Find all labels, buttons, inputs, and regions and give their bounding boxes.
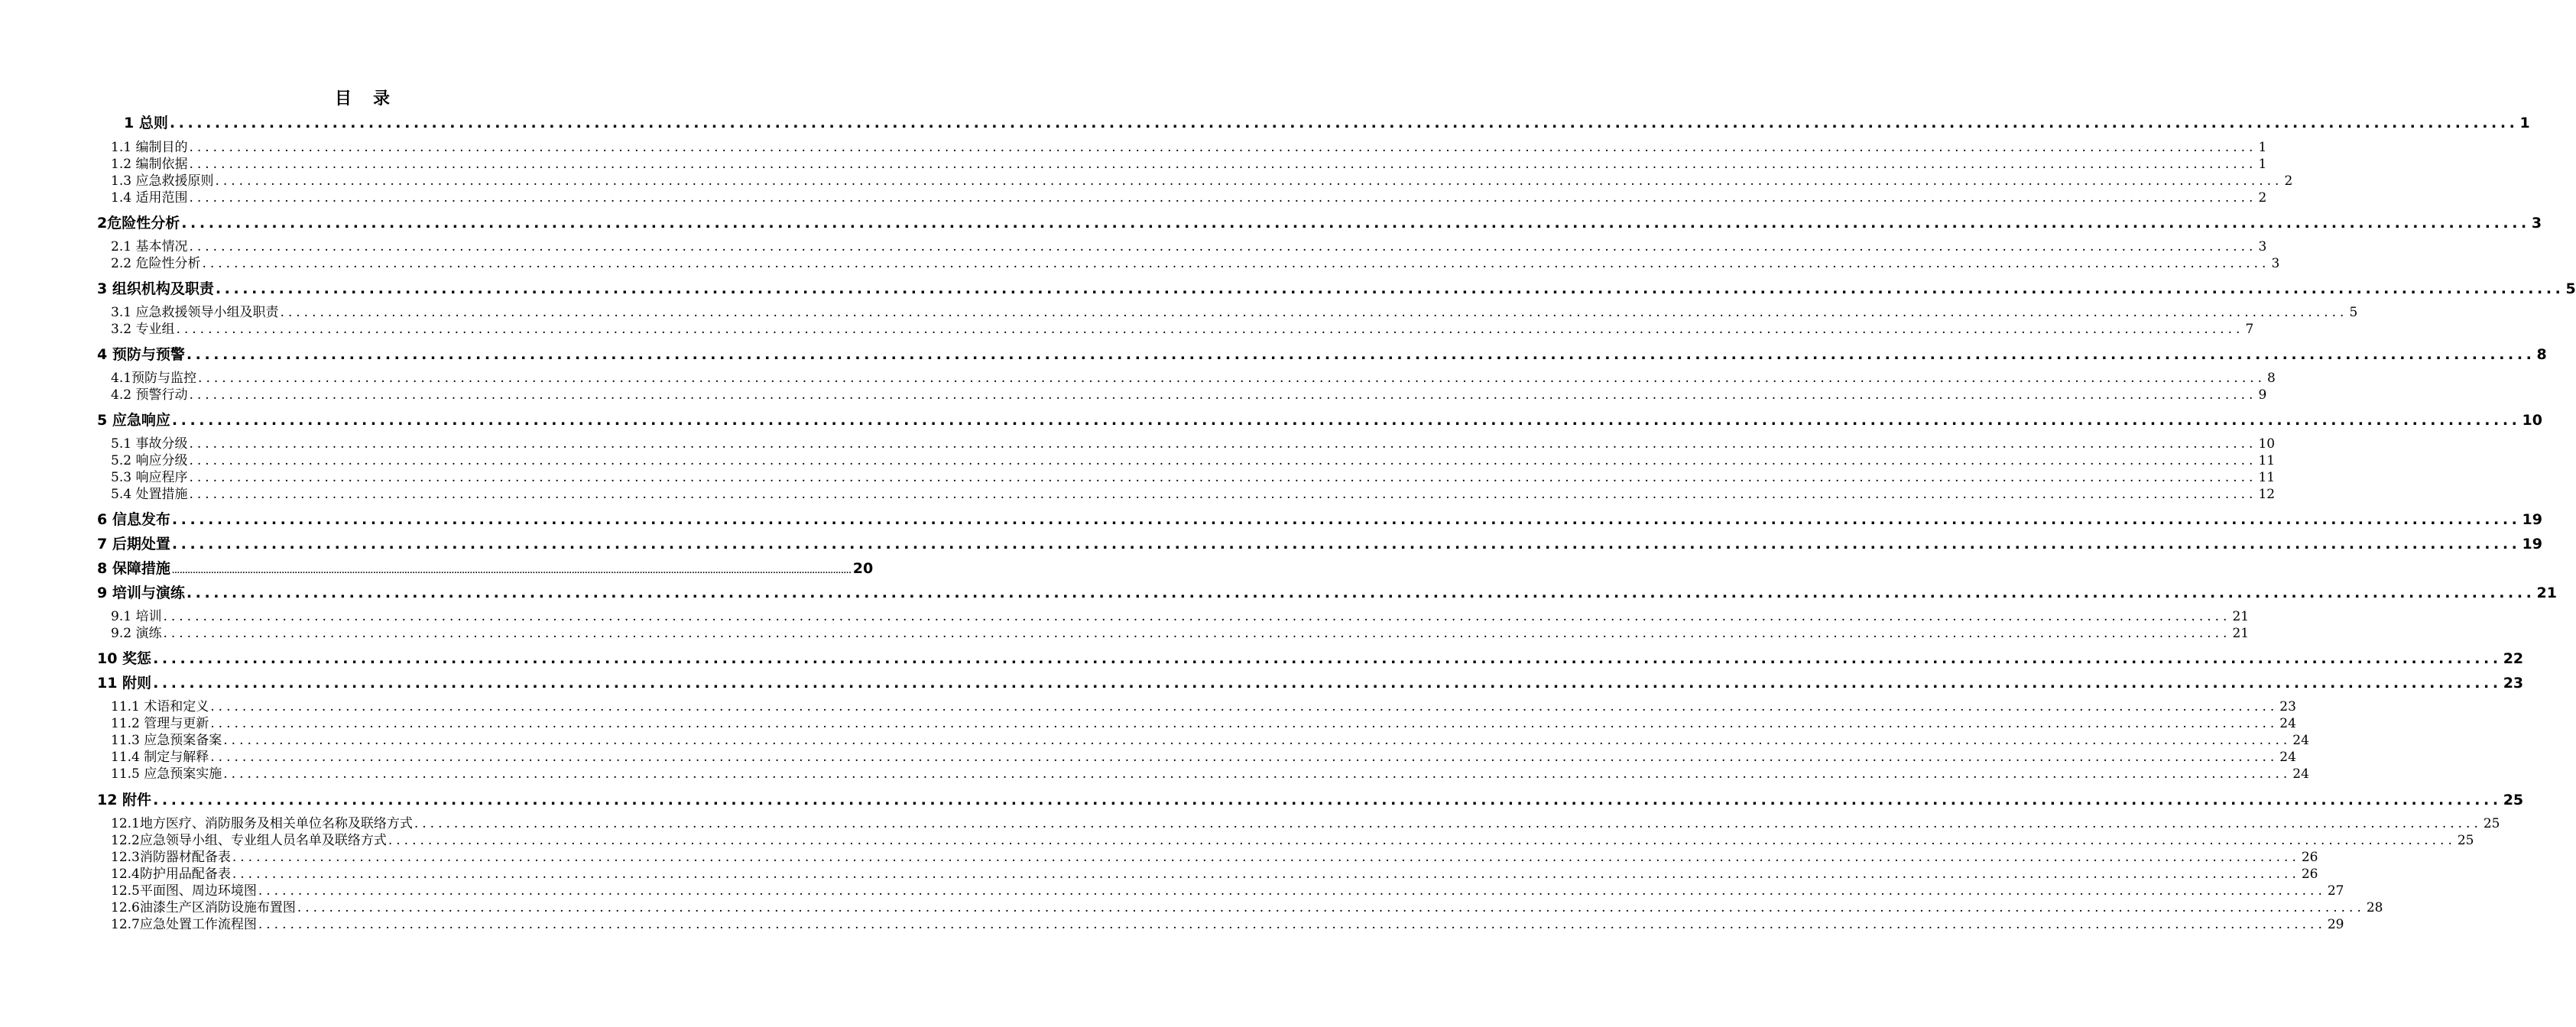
toc-dot-leader: ....................................................................................................................................................................................................................................................................: [189, 453, 2257, 468]
toc-page-number: 3: [2531, 215, 2542, 232]
title-char-1: 目: [334, 89, 353, 109]
toc-page-number: 10: [2258, 436, 2276, 452]
toc-entry-label: 11 附则: [97, 675, 152, 692]
toc-section-entry[interactable]: [111, 139, 2267, 156]
toc-dot-leader: ....................................................................................................................................................................................................................................................................: [215, 280, 2565, 297]
toc-entry-label: 5 应急响应: [97, 412, 170, 429]
toc-page-number: 3: [2271, 256, 2280, 271]
toc-entry-label: 6 信息发布: [97, 511, 170, 528]
toc-section-entry[interactable]: [111, 849, 2318, 866]
toc-section-entry[interactable]: [111, 452, 2276, 469]
toc-dot-leader: ....................................................................................................................................................................................................................................................................: [189, 157, 2257, 172]
toc-section-entry[interactable]: [111, 469, 2276, 486]
toc-entry-label: 2.2 危险性分析: [111, 256, 201, 271]
toc-dot-leader: ....................................................................................................................................................................................................................................................................: [189, 190, 2257, 206]
toc-page-number: 25: [2503, 792, 2524, 808]
toc-page-number: 25: [2483, 816, 2500, 831]
toc-section-entry[interactable]: [111, 436, 2276, 452]
toc-page-number: 5: [2565, 280, 2576, 297]
toc-entry-label: 11.5 应急预案实施: [111, 766, 222, 782]
toc-page-number: 1: [2258, 157, 2267, 172]
toc-section-entry[interactable]: [111, 304, 2358, 321]
toc-section-entry[interactable]: [111, 625, 2250, 642]
toc-dot-leader: ....................................................................................................................................................................................................................................................................: [388, 833, 2456, 848]
toc-section-entry[interactable]: [111, 698, 2296, 715]
toc-chapter-entry[interactable]: [97, 510, 2542, 530]
toc-entry-label: 11.1 术语和定义: [111, 699, 209, 714]
toc-dot-leader: ....................................................................................................................................................................................................................................................................: [153, 650, 2502, 667]
toc-dot-leader: ....................................................................................................................................................................................................................................................................: [171, 536, 2521, 552]
toc-dot-leader: ....................................................................................................................................................................................................................................................................: [163, 626, 2231, 641]
toc-page-number: 23: [2503, 675, 2524, 692]
toc-page-number: 23: [2279, 699, 2296, 714]
toc-page-number: 11: [2258, 453, 2276, 468]
toc-page-number: 21: [2536, 585, 2557, 601]
toc-page-number: 19: [2522, 511, 2542, 528]
toc-entry-label: 7 后期处置: [97, 536, 170, 552]
toc-page-number: 24: [2292, 766, 2309, 782]
toc-page-number: 26: [2301, 850, 2318, 865]
toc-dot-leader: ....................................................................................................................................................................................................................................................................: [169, 115, 2519, 131]
toc-entry-label: 1 总则: [124, 115, 168, 131]
toc-entry-label: 5.2 响应分级: [111, 453, 188, 468]
toc-dot-leader: ....................................................................................................................................................................................................................................................................: [189, 239, 2257, 254]
toc-section-entry[interactable]: [111, 832, 2474, 849]
toc-entry-label: 9 培训与演练: [97, 585, 185, 601]
toc-section-entry[interactable]: [111, 766, 2309, 782]
toc-section-entry[interactable]: [111, 732, 2309, 749]
toc-page-number: 1: [2258, 140, 2267, 155]
toc-dot-leader: ....................................................................................................................................................................................................................................................................: [189, 470, 2257, 485]
toc-dot-leader: ....................................................................................................................................................................................................................................................................: [171, 412, 2521, 429]
toc-section-entry[interactable]: [111, 715, 2296, 732]
toc-page-number: 28: [2366, 900, 2383, 915]
toc-page-number: 7: [2245, 322, 2254, 337]
toc-page-number: 27: [2327, 883, 2344, 899]
toc-entry-label: 12 附件: [97, 792, 152, 808]
toc-chapter-entry[interactable]: [97, 279, 2576, 299]
toc-section-entry[interactable]: [111, 156, 2267, 173]
toc-page-number: 20: [852, 560, 874, 577]
toc-entry-label: 12.7应急处置工作流程图: [111, 917, 257, 932]
toc-dot-leader: ....................................................................................................................................................................................................................................................................: [232, 867, 2300, 882]
toc-section-entry[interactable]: [111, 238, 2267, 255]
toc-section-entry[interactable]: [111, 883, 2344, 899]
toc-section-entry[interactable]: [111, 321, 2254, 338]
toc-entry-label: 3 组织机构及职责: [97, 280, 214, 297]
toc-entry-label: 12.2应急领导小组、专业组人员名单及联络方式: [111, 833, 387, 848]
toc-dot-leader: ....................................................................................................................................................................................................................................................................: [210, 716, 2279, 731]
toc-entry-label: 8 保障措施: [97, 560, 170, 577]
toc-section-entry[interactable]: [111, 815, 2500, 832]
toc-dot-leader: ....................................................................................................................................................................................................................................................................: [153, 675, 2502, 692]
toc-page-number: 2: [2258, 190, 2267, 206]
toc-dot-leader: ....................................................................................................................................................................................................................................................................: [171, 511, 2521, 528]
toc-dot-leader: ....................................................................................................................................................................................................................................................................: [202, 256, 2270, 271]
toc-entry-label: 11.3 应急预案备案: [111, 733, 222, 748]
toc-page-number: 25: [2457, 833, 2474, 848]
toc-section-entry[interactable]: [111, 608, 2250, 625]
toc-section-entry[interactable]: [111, 749, 2296, 766]
toc-section-entry[interactable]: [111, 190, 2267, 206]
toc-page-number: 19: [2522, 536, 2542, 552]
toc-chapter-entry[interactable]: [124, 113, 2530, 133]
toc-entry-label: 9.1 培训: [111, 609, 162, 624]
toc-entry-label: 12.6油漆生产区消防设施布置图: [111, 900, 296, 915]
toc-section-entry[interactable]: [111, 370, 2276, 387]
toc-entry-label: 3.2 专业组: [111, 322, 175, 337]
toc-page-number: 21: [2232, 626, 2250, 641]
toc-dot-leader: ....................................................................................................................................................................................................................................................................: [215, 173, 2283, 189]
toc-entry-label: 2危险性分析: [97, 215, 180, 232]
toc-dot-leader: ....................................................................................................................................................................................................................................................................: [163, 609, 2231, 624]
toc-dot-leader: ....................................................................................................................................................................................................................................................................: [297, 900, 2365, 915]
toc-page-number: 3: [2258, 239, 2267, 254]
toc-dot-leader: ....................................................................................................................................................................................................................................................................: [181, 215, 2530, 232]
toc-page-number: 2: [2284, 173, 2293, 189]
toc-section-entry[interactable]: [111, 486, 2276, 503]
toc-dot-leader: ....................................................................................................................................................................................................................................................................: [210, 750, 2279, 765]
toc-section-entry[interactable]: [111, 173, 2293, 190]
toc-entry-label: 4.1预防与监控: [111, 371, 197, 386]
toc-dot-leader: ....................................................................................................................................................................................................................................................................: [258, 917, 2326, 932]
toc-page-number: 21: [2232, 609, 2250, 624]
toc-chapter-entry[interactable]: [97, 410, 2542, 430]
toc-entry-label: 5.4 处置措施: [111, 487, 188, 502]
toc-entry-label: 1.1 编制目的: [111, 140, 188, 155]
toc-page-number: 11: [2258, 470, 2276, 485]
toc-page-number: 12: [2258, 487, 2276, 502]
toc-entry-label: 12.5平面图、周边环境图: [111, 883, 257, 899]
toc-dot-leader: ....................................................................................................................................................................................................................................................................: [176, 322, 2244, 337]
toc-dot-leader: ....................................................................................................................................................................................................................................................................: [171, 568, 852, 575]
toc-section-entry[interactable]: [111, 255, 2280, 272]
toc-dot-leader: ....................................................................................................................................................................................................................................................................: [280, 305, 2348, 320]
toc-dot-leader: ....................................................................................................................................................................................................................................................................: [153, 792, 2502, 808]
toc-entry-label: 10 奖惩: [97, 650, 152, 667]
toc-dot-leader: ....................................................................................................................................................................................................................................................................: [189, 487, 2257, 502]
toc-page-number: 29: [2327, 917, 2344, 932]
toc-section-entry[interactable]: [111, 866, 2318, 883]
toc-page-number: 24: [2279, 750, 2296, 765]
toc-entry-label: 1.2 编制依据: [111, 157, 188, 172]
toc-dot-leader: ....................................................................................................................................................................................................................................................................: [198, 371, 2266, 386]
toc-entry-label: 5.3 响应程序: [111, 470, 188, 485]
toc-chapter-entry[interactable]: [97, 534, 2542, 554]
toc-entry-label: 12.4防护用品配备表: [111, 867, 231, 882]
toc-entry-label: 11.2 管理与更新: [111, 716, 209, 731]
toc-page-number: 5: [2349, 305, 2358, 320]
toc-entry-label: 4.2 预警行动: [111, 387, 188, 403]
toc-chapter-entry[interactable]: [97, 673, 2524, 693]
toc-page-number: 9: [2258, 387, 2267, 403]
toc-entry-label: 12.3消防器材配备表: [111, 850, 231, 865]
toc-dot-leader: ....................................................................................................................................................................................................................................................................: [223, 733, 2292, 748]
toc-section-entry[interactable]: [111, 387, 2267, 403]
toc-entry-label: 12.1地方医疗、消防服务及相关单位名称及联络方式: [111, 816, 413, 831]
toc-dot-leader: ....................................................................................................................................................................................................................................................................: [189, 387, 2257, 403]
toc-dot-leader: ....................................................................................................................................................................................................................................................................: [232, 850, 2300, 865]
toc-page-number: 8: [2267, 371, 2276, 386]
toc-page-number: 24: [2279, 716, 2296, 731]
toc-page-number: 26: [2301, 867, 2318, 882]
toc-page-number: 8: [2536, 346, 2547, 363]
toc-chapter-entry[interactable]: [97, 559, 874, 578]
toc-page-number: 10: [2522, 412, 2542, 429]
toc-page-number: 22: [2503, 650, 2524, 667]
toc-dot-leader: ....................................................................................................................................................................................................................................................................: [189, 436, 2257, 452]
toc-chapter-entry[interactable]: [97, 649, 2524, 669]
toc-dot-leader: ....................................................................................................................................................................................................................................................................: [223, 766, 2292, 782]
toc-entry-label: 5.1 事故分级: [111, 436, 188, 452]
toc-chapter-entry[interactable]: [97, 213, 2542, 233]
toc-entry-label: 11.4 制定与解释: [111, 750, 209, 765]
toc-dot-leader: ....................................................................................................................................................................................................................................................................: [258, 883, 2326, 899]
page-title: [0, 86, 726, 109]
title-char-2: 录: [373, 89, 392, 109]
toc-entry-label: 4 预防与预警: [97, 346, 185, 363]
toc-chapter-entry[interactable]: [97, 345, 2547, 364]
toc-entry-label: 9.2 演练: [111, 626, 162, 641]
toc-section-entry[interactable]: [111, 899, 2383, 916]
toc-dot-leader: ....................................................................................................................................................................................................................................................................: [414, 816, 2482, 831]
toc-dot-leader: ....................................................................................................................................................................................................................................................................: [186, 346, 2535, 363]
toc-entry-label: 3.1 应急救援领导小组及职责: [111, 305, 279, 320]
toc-chapter-entry[interactable]: [97, 790, 2524, 810]
toc-chapter-entry[interactable]: [97, 583, 2557, 603]
toc-entry-label: 1.4 适用范围: [111, 190, 188, 206]
toc-page-number: 24: [2292, 733, 2309, 748]
toc-section-entry[interactable]: [111, 916, 2344, 933]
toc-entry-label: 1.3 应急救援原则: [111, 173, 214, 189]
toc-dot-leader: ....................................................................................................................................................................................................................................................................: [210, 699, 2279, 714]
toc-page-number: 1: [2519, 115, 2530, 131]
toc-dot-leader: ....................................................................................................................................................................................................................................................................: [186, 585, 2535, 601]
toc-entry-label: 2.1 基本情况: [111, 239, 188, 254]
toc-dot-leader: ....................................................................................................................................................................................................................................................................: [189, 140, 2257, 155]
